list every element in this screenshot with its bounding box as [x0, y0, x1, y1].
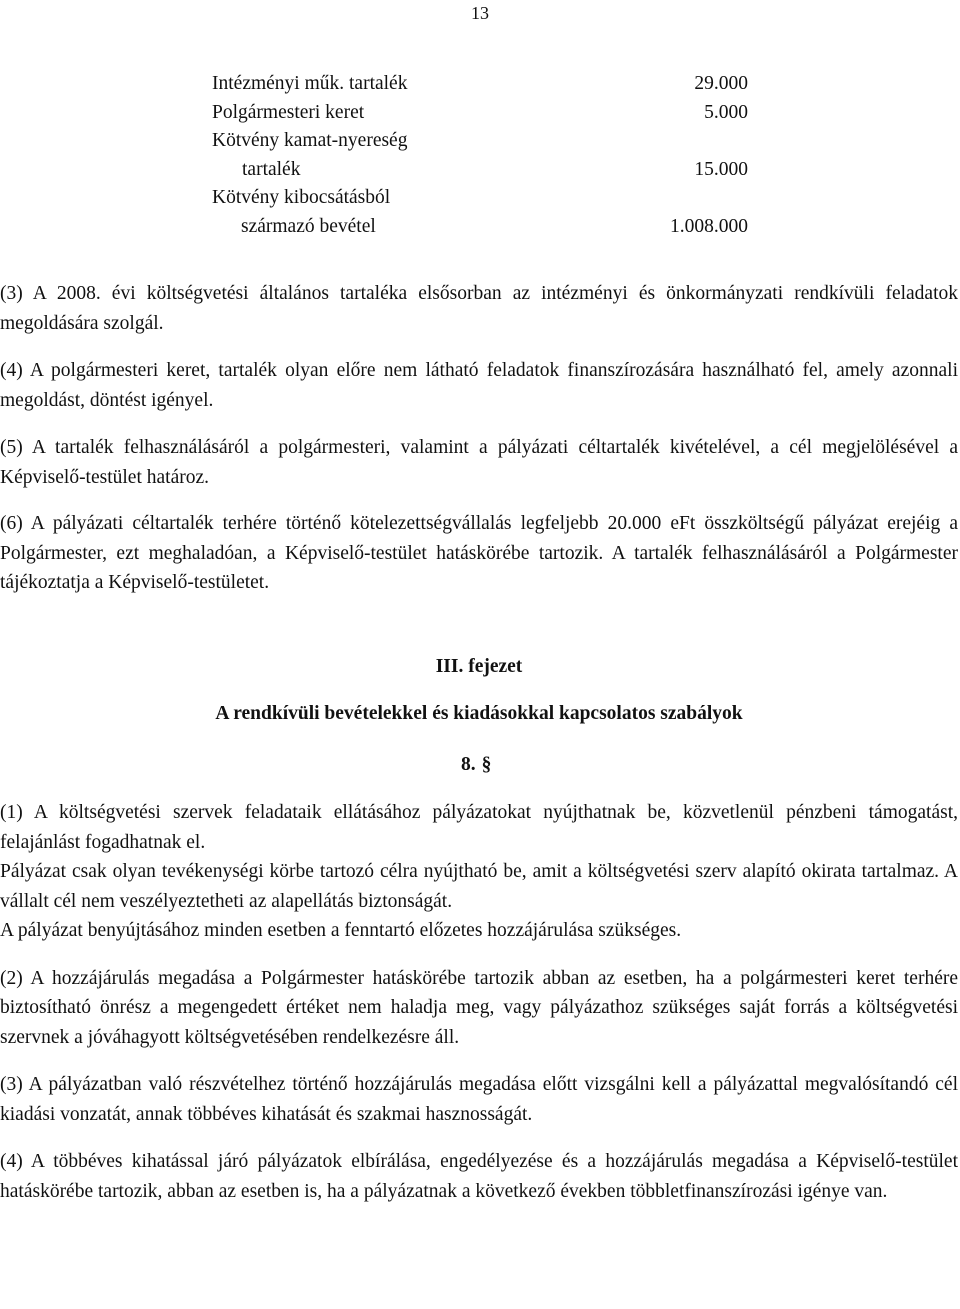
budget-value: 29.000 [694, 73, 748, 94]
budget-row [212, 213, 752, 242]
budget-label: Kötvény kamat-nyereség [212, 130, 408, 152]
paragraph: (5) A tartalék felhasználásáról a polgármesteri, valamint a pályázati céltartalék kivételével, a cél megjelölésével a Képviselő-testület határoz. [0, 437, 958, 488]
section-heading [0, 750, 958, 779]
paragraph: (1) A költségvetési szervek feladataik ellátásához pályázatokat nyújthatnak be, közvetlenül pénzbeni támogatást, felajánlást fogadhatnak el. [0, 802, 958, 853]
section-symbol: § [481, 753, 492, 775]
paragraph: (2) A hozzájárulás megadása a Polgármester hatáskörébe tartozik abban az esetben, ha a polgármesteri keret terhére biztosítható önrész a megengedett értéket nem haladja meg, vagy pályázathoz szükséges saját forrás a költségvetési szervnek a jóváhagyott költségvetésében rendelkezésre áll. [0, 967, 958, 1048]
paragraph: (4) A polgármesteri keret, tartalék olyan előre nem látható feladatok finanszírozására használható fel, amely azonnali megoldást, döntést igényel. [0, 360, 958, 411]
budget-row [212, 184, 752, 213]
paragraph: A pályázat benyújtásához minden esetben a fenntartó előzetes hozzájárulása szükséges. [0, 920, 682, 941]
budget-label-continuation: tartalék [242, 158, 301, 180]
chapter-subtitle: A rendkívüli bevételekkel és kiadásokkal kapcsolatos szabályok [215, 702, 743, 724]
budget-value: 15.000 [694, 158, 748, 180]
budget-label-continuation: származó bevétel [241, 215, 376, 237]
budget-row [212, 127, 752, 156]
page-number: 13 [471, 3, 489, 23]
budget-table [212, 70, 752, 242]
paragraph: (3) A 2008. évi költségvetési általános tartaléka elsősorban az intézményi és önkormányzati rendkívüli feladatok megoldására szolgál. [0, 283, 958, 334]
budget-row [212, 156, 752, 185]
document-body [0, 279, 958, 1206]
budget-value: 1.008.000 [670, 215, 748, 237]
budget-label: Intézményi műk. tartalék [212, 73, 408, 94]
budget-label: Polgármesteri keret [212, 101, 365, 123]
chapter-title: III. fejezet [435, 655, 523, 677]
paragraph: (3) A pályázatban való részvételhez történő hozzájárulás megadása előtt vizsgálni kell a pályázattal megvalósítandó cél kiadási vonzatát, annak többéves kihatását és szakmai hasznosságát. [0, 1074, 958, 1125]
paragraph: (6) A pályázati céltartalék terhére történő kötelezettségvállalás legfeljebb 20.000 eFt összköltségű pályázat erejéig a Polgármester, ezt meghaladóan, a Képviselő-testület hatáskörébe tartozik. A tartalék felhasználásáról a Polgármester tájékoztatja a Képviselő-testületet. [0, 513, 958, 593]
paragraph: (4) A többéves kihatással járó pályázatok elbírálása, engedélyezése és a hozzájárulás megadása a Képviselő-testület hatáskörébe tartozik, abban az esetben is, ha a pályázatnak a következő években többletfinanszírozási igénye van. [0, 1151, 958, 1202]
budget-row [212, 70, 752, 99]
budget-row [212, 99, 752, 128]
section-number: 8. [461, 753, 476, 775]
budget-label: Kötvény kibocsátásból [212, 187, 391, 209]
budget-value: 5.000 [704, 101, 748, 123]
paragraph: Pályázat csak olyan tevékenységi körbe tartozó célra nyújtható be, amit a költségvetési szerv alapító okirata tartalmaz. A vállalt cél nem veszélyeztetheti az alapellátás biztonságát. [0, 861, 958, 912]
